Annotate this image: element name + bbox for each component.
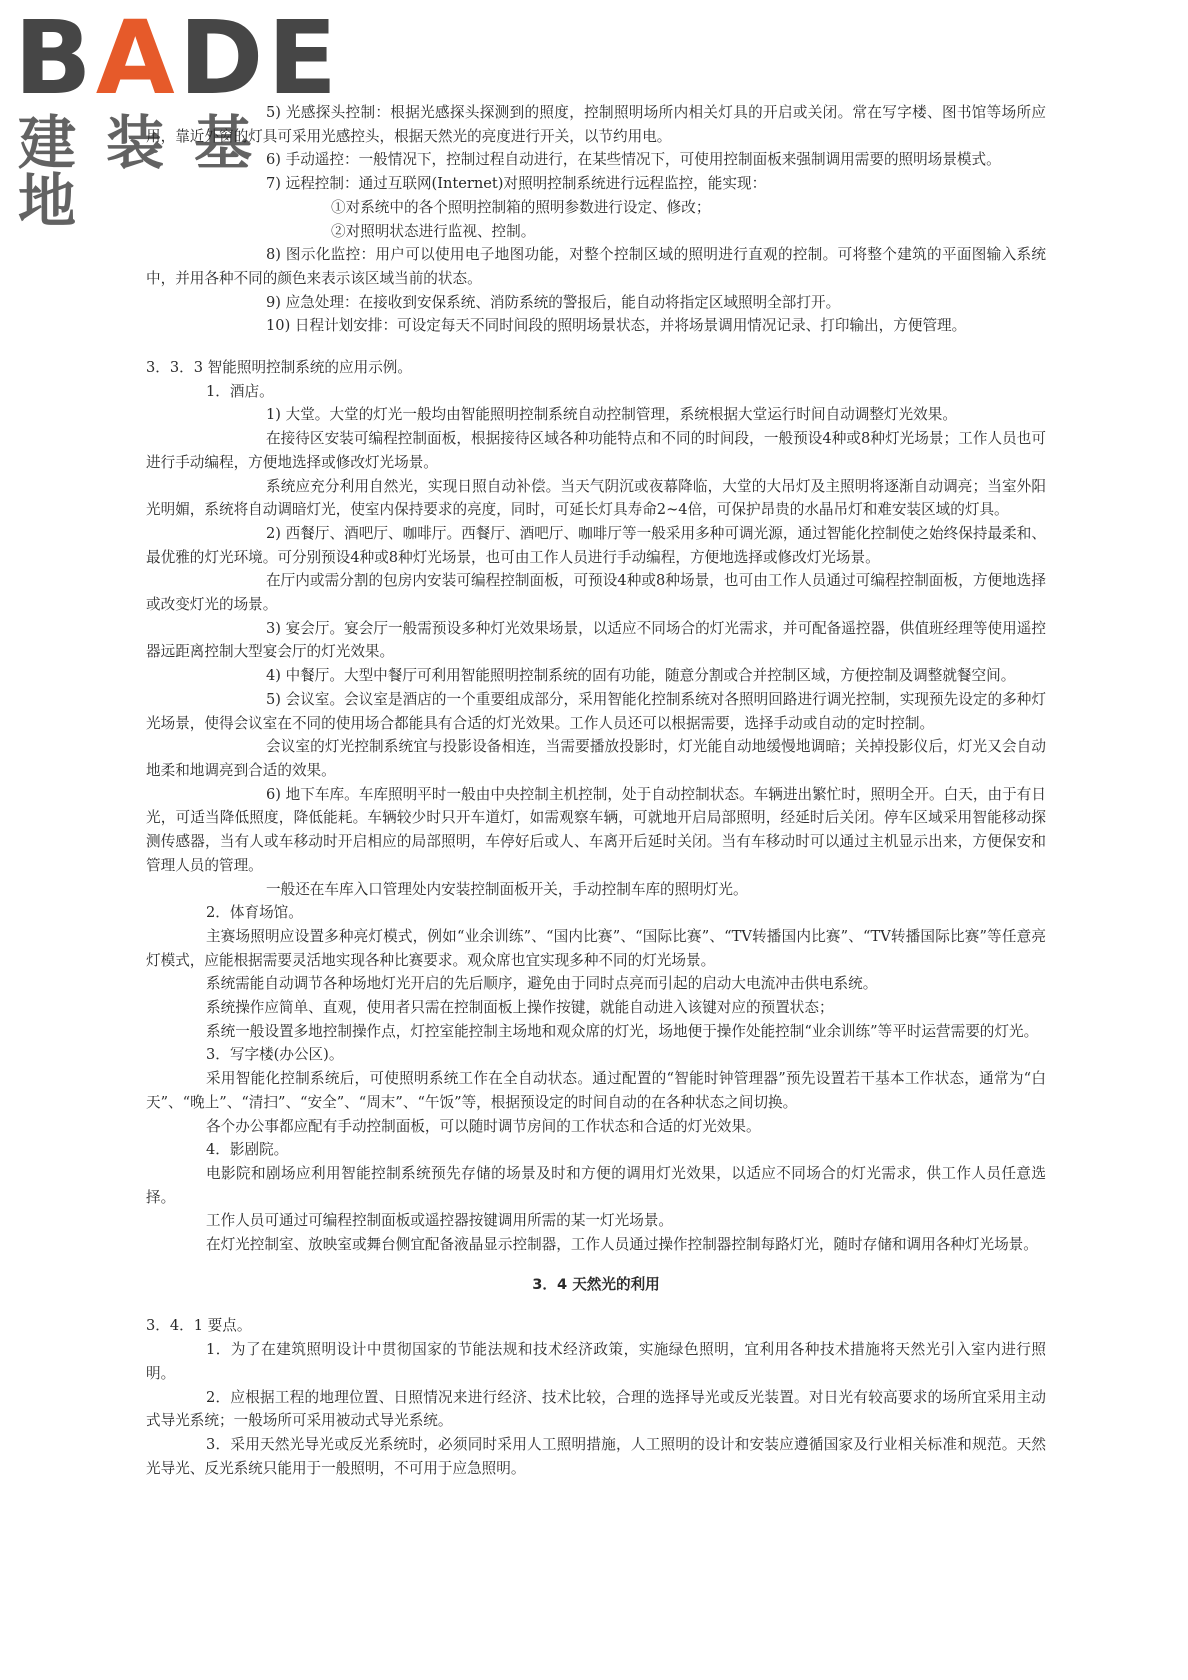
logo-wordmark: BADE	[14, 0, 342, 118]
logo-chinese-text: 建装基地	[18, 109, 283, 235]
paragraph: 主赛场照明应设置多种亮灯模式，例如“业余训练”、“国内比赛”、“国际比赛”、“TV转播国内比赛”、“TV转播国际比赛”等任意亮灯模式，应能根据需要灵活地实现各种比赛要求。观众席也宜实现多种不同的灯光场景。	[146, 927, 1046, 969]
paragraph: 会议室的灯光控制系统宜与投影设备相连，当需要播放投影时，灯光能自动地缓慢地调暗；关掉投影仪后，灯光又会自动地柔和地调亮到合适的效果。	[146, 738, 1046, 779]
paragraph: 在厅内或需分割的包房内安装可编程控制面板，可预设4种或8种场景，也可由工作人员通过可编程控制面板，方便地选择或改变灯光的场景。	[146, 572, 1046, 614]
paragraph: 在接待区安装可编程控制面板，根据接待区域各种功能特点和不同的时间段，一般预设4种或8种灯光场景；工作人员也可进行手动编程，方便地选择或修改灯光场景。	[146, 430, 1046, 471]
paragraph: 2．应根据工程的地理位置、日照情况来进行经济、技术比较，合理的选择导光或反光装置。对日光有较高要求的场所宜采用主动式导光系统；一般场所可采用被动式导光系统。	[146, 1388, 1046, 1430]
paragraph: 在灯光控制室、放映室或舞台侧宜配备液晶显示控制器，工作人员通过操作控制器控制每路灯光，随时存储和调用各种灯光场景。	[206, 1236, 1038, 1254]
paragraph: 2．体育场馆。	[206, 904, 303, 922]
paragraph: 4) 中餐厅。大型中餐厅可利用智能照明控制系统的固有功能，随意分割或合并控制区域，方便控制及调整就餐空间。	[266, 667, 1016, 685]
paragraph: ①对系统中的各个照明控制箱的照明参数进行设定、修改；	[331, 198, 711, 216]
paragraph: ②对照明状态进行监视、控制。	[331, 222, 536, 240]
paragraph: 6) 手动遥控：一般情况下，控制过程自动进行，在某些情况下，可使用控制面板来强制调用需要的照明场景模式。	[266, 151, 1001, 169]
paragraph: 5) 会议室。会议室是酒店的一个重要组成部分，采用智能化控制系统对各照明回路进行调光控制，实现预先设定的多种灯光场景，使得会议室在不同的使用场合都能具有合适的灯光效果。工作人员还可以根据需要，选择手动或自动的定时控制。	[146, 690, 1046, 732]
paragraph: 1) 大堂。大堂的灯光一般均由智能照明控制系统自动控制管理，系统根据大堂运行时间自动调整灯光效果。	[266, 406, 957, 424]
paragraph: 4．影剧院。	[206, 1141, 289, 1159]
paragraph: 3．3．3 智能照明控制系统的应用示例。	[146, 359, 412, 377]
paragraph: 3．采用天然光导光或反光系统时，必须同时采用人工照明措施，人工照明的设计和安装应遵循国家及行业相关标准和规范。天然光导光、反光系统只能用于一般照明，不可用于应急照明。	[146, 1435, 1046, 1477]
paragraph: 9) 应急处理：在接收到安保系统、消防系统的警报后，能自动将指定区域照明全部打开。	[266, 293, 841, 311]
paragraph: 采用智能化控制系统后，可使照明系统工作在全自动状态。通过配置的“智能时钟管理器”预先设置若干基本工作状态，通常为“白天”、“晚上”、“清扫”、“安全”、“周末”、“午饭”等，根据预设定的时间自动的在各种状态之间切换。	[146, 1070, 1046, 1111]
paragraph: 系统应充分利用自然光，实现日照自动补偿。当天气阴沉或夜幕降临，大堂的大吊灯及主照明将逐渐自动调亮；当室外阳光明媚，系统将自动调暗灯光，使室内保持要求的亮度，同时，可延长灯具寿命2~4倍，可保护昂贵的水晶吊灯和难安装区域的灯具。	[146, 477, 1046, 519]
paragraph: 电影院和剧场应利用智能控制系统预先存储的场景及时和方便的调用灯光效果，以适应不同场合的灯光需求，供工作人员任意选择。	[146, 1164, 1046, 1206]
paragraph: 6) 地下车库。车库照明平时一般由中央控制主机控制，处于自动控制状态。车辆进出繁忙时，照明全开。白天，由于有日光，可适当降低照度，降低能耗。车辆较少时只开车道灯，如需观察车辆，可就地开启局部照明，经延时后关闭。停车区域采用智能移动探测传感器，当有人或车移动时开启相应的局部照明，车停好后或人、车离开后延时关闭。当有车移动时可以通过主机显示出来，方便保安和管理人员的管理。	[146, 785, 1046, 874]
paragraph: 2) 西餐厅、酒吧厅、咖啡厅。西餐厅、酒吧厅、咖啡厅等一般采用多种可调光源，通过智能化控制使之始终保持最柔和、最优雅的灯光环境。可分别预设4种或8种灯光场景，也可由工作人员进行手动编程，方便地选择或修改灯光场景。	[146, 524, 1046, 566]
paragraph: 10) 日程计划安排：可设定每天不同时间段的照明场景状态，并将场景调用情况记录、打印输出，方便管理。	[266, 317, 967, 335]
section-heading: 3．4 天然光的利用	[532, 1275, 660, 1293]
paragraph: 系统一般设置多地控制操作点，灯控室能控制主场地和观众席的灯光，场地便于操作处能控制“业余训练”等平时运营需要的灯光。	[206, 1022, 1039, 1040]
paragraph: 1．为了在建筑照明设计中贯彻国家的节能法规和技术经济政策，实施绿色照明，宜利用各种技术措施将天然光引入室内进行照明。	[146, 1341, 1046, 1382]
paragraph: 7) 远程控制：通过互联网(Internet)对照明控制系统进行远程监控，能实现：	[266, 175, 767, 193]
paragraph: 8) 图示化监控：用户可以使用电子地图功能，对整个控制区域的照明进行直观的控制。可将整个建筑的平面图输入系统中，并用各种不同的颜色来表示该区域当前的状态。	[146, 246, 1046, 287]
paragraph: 5) 光感探头控制：根据光感探头探测到的照度，控制照明场所内相关灯具的开启或关闭。常在写字楼、图书馆等场所应用，靠近外窗的灯具可采用光感控头，根据天然光的亮度进行开关，以节约用电。	[146, 104, 1046, 145]
paragraph: 1．酒店。	[206, 382, 274, 400]
paragraph-list-a	[146, 101, 1046, 1257]
paragraph: 工作人员可通过可编程控制面板或遥控器按键调用所需的某一灯光场景。	[206, 1212, 674, 1230]
paragraph-list-b	[146, 1314, 1046, 1480]
paragraph: 3) 宴会厅。宴会厅一般需预设多种灯光效果场景，以适应不同场合的灯光需求，并可配备遥控器，供值班经理等使用遥控器远距离控制大型宴会厅的灯光效果。	[146, 619, 1046, 661]
paragraph: 一般还在车库入口管理处内安装控制面板开关，手动控制车库的照明灯光。	[266, 880, 748, 898]
document-body	[146, 101, 1046, 1480]
paragraph: 3．4．1 要点。	[146, 1317, 252, 1335]
paragraph: 各个办公事都应配有手动控制面板，可以随时调节房间的工作状态和合适的灯光效果。	[206, 1117, 761, 1135]
paragraph: 系统需能自动调节各种场地灯光开启的先后顺序，避免由于同时点亮而引起的启动大电流冲击供电系统。	[206, 975, 878, 993]
paragraph: 系统操作应简单、直观，使用者只需在控制面板上操作按键，就能自动进入该键对应的预置状态；	[206, 999, 834, 1017]
paragraph: 3．写字楼(办公区)。	[206, 1046, 344, 1064]
